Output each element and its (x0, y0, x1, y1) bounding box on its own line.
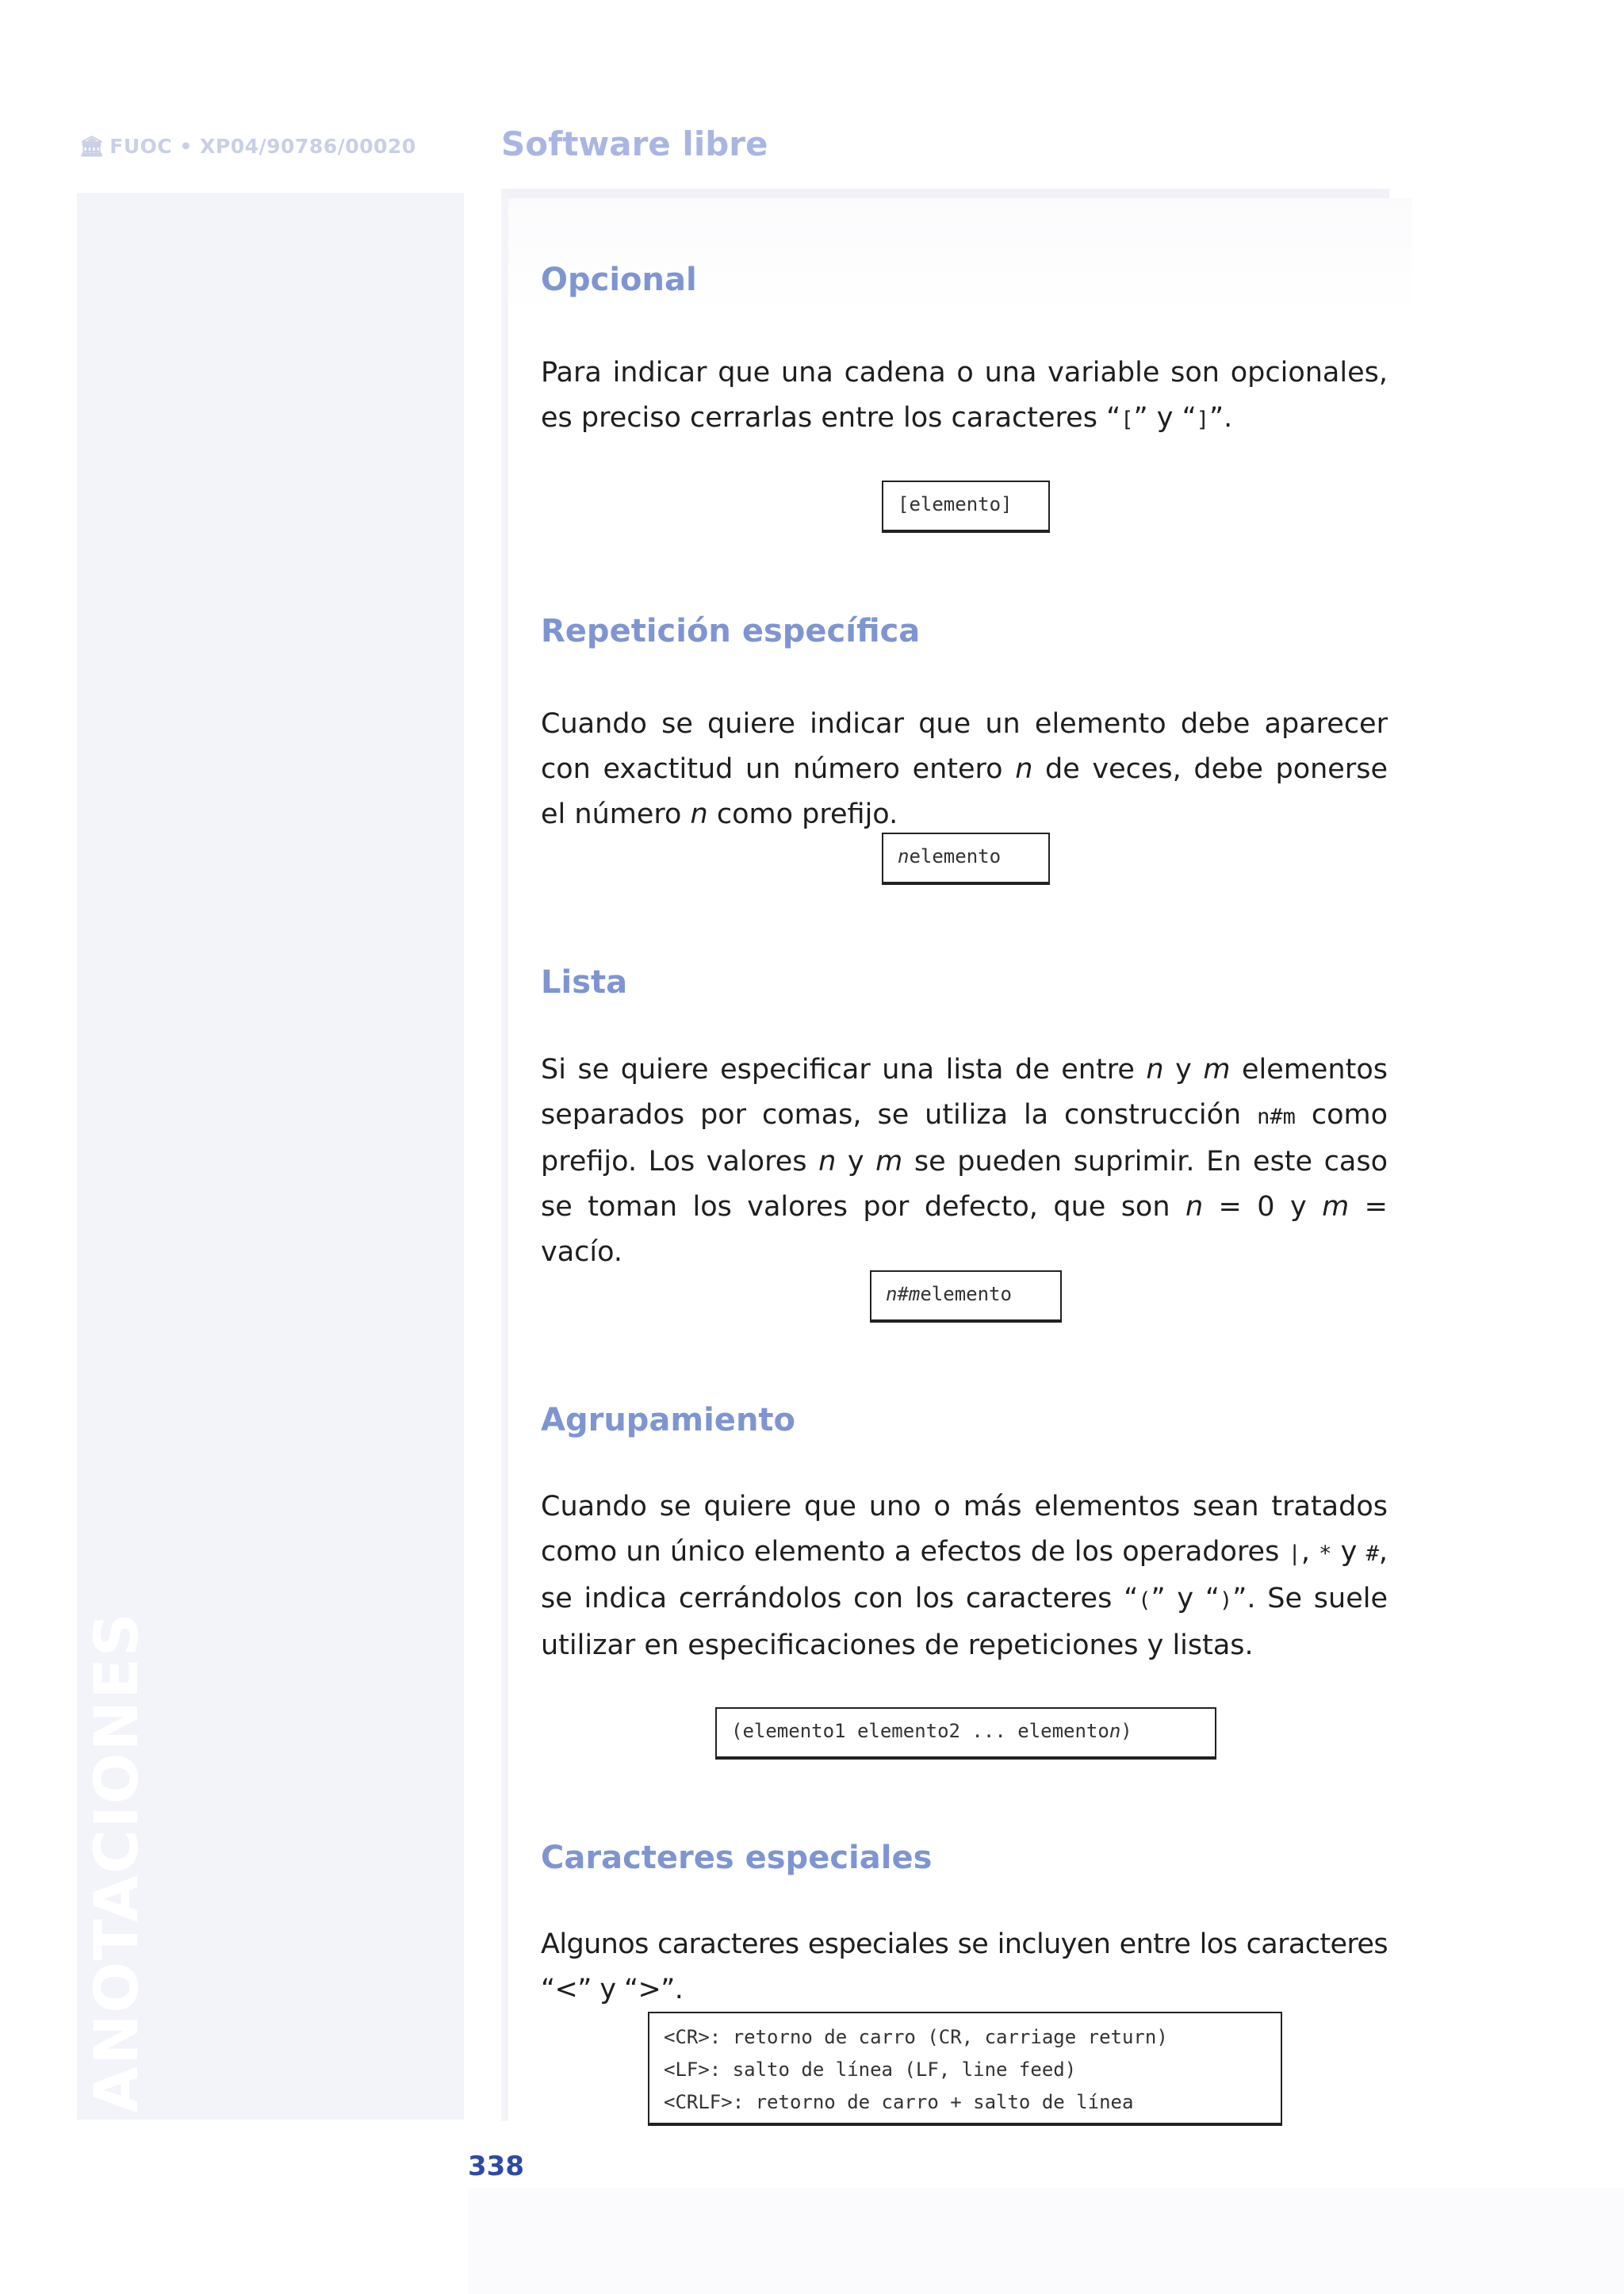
running-title: Software libre (501, 124, 768, 163)
code-box-repeticion: nelemento (882, 833, 1050, 885)
section-paragraph-repeticion: Cuando se quiere indicar que un elemento debe aparecer con exactitud un número entero n de veces, debe ponerse el número n como prefijo. (541, 708, 1388, 830)
uoc-logo-icon: 🏛 (79, 135, 105, 158)
section-heading-caracteres: Caracteres especiales (541, 1840, 933, 1876)
section-heading-agrupamiento: Agrupamiento (541, 1402, 796, 1438)
code-box-caracteres (648, 2012, 1282, 2126)
section-heading-lista: Lista (541, 964, 628, 1001)
section-paragraph-opcional: Para indicar que una cadena o una variable son opcionales, es preciso cerrarlas entre los caracteres “[” y “]”. (541, 357, 1388, 434)
section-heading-repeticion: Repetición específica (541, 613, 921, 649)
annotations-watermark: ANOTACIONES (81, 1611, 151, 2113)
section-paragraph-agrupamiento: Cuando se quiere que uno o más elementos sean tratados como un único elemento a efectos de los operadores |, * y #, se indica cerrándolos con los caracteres “(” y “)”. Se suele utilizar en especificaciones de repeticiones y listas. (541, 1491, 1388, 1661)
content-left-rule (501, 194, 508, 2121)
section-heading-opcional: Opcional (541, 262, 697, 298)
code-box-lista: n#melemento (870, 1270, 1062, 1323)
publisher-code (79, 135, 416, 159)
section-paragraph-lista: Si se quiere especificar una lista de entre n y m elementos separados por comas, se utiliza la construcción n#m como prefijo. Los valores n y m se pueden suprimir. En este caso se toman los valores por defecto, que son n = 0 y m = vacío. (541, 1054, 1388, 1268)
code-box-agrupamiento: (elemento1 elemento2 ... elementon) (715, 1707, 1216, 1760)
content-top-shade (508, 198, 1412, 317)
code-line: <LF>: salto de línea (LF, line feed) (664, 2058, 1077, 2081)
page-bottom-shade (468, 2189, 1624, 2294)
publisher-code-text: FUOC • XP04/90786/00020 (109, 135, 416, 158)
code-line: <CRLF>: retorno de carro + salto de línea (664, 2091, 1134, 2113)
code-box-opcional: [elemento] (882, 481, 1050, 533)
code-line: <CR>: retorno de carro (CR, carriage return) (664, 2026, 1168, 2048)
content-top-rule (501, 189, 1389, 198)
page-number: 338 (468, 2150, 524, 2182)
section-paragraph-caracteres: Algunos caracteres especiales se incluyen entre los caracteres “<” y “>”. (541, 1928, 1388, 2005)
